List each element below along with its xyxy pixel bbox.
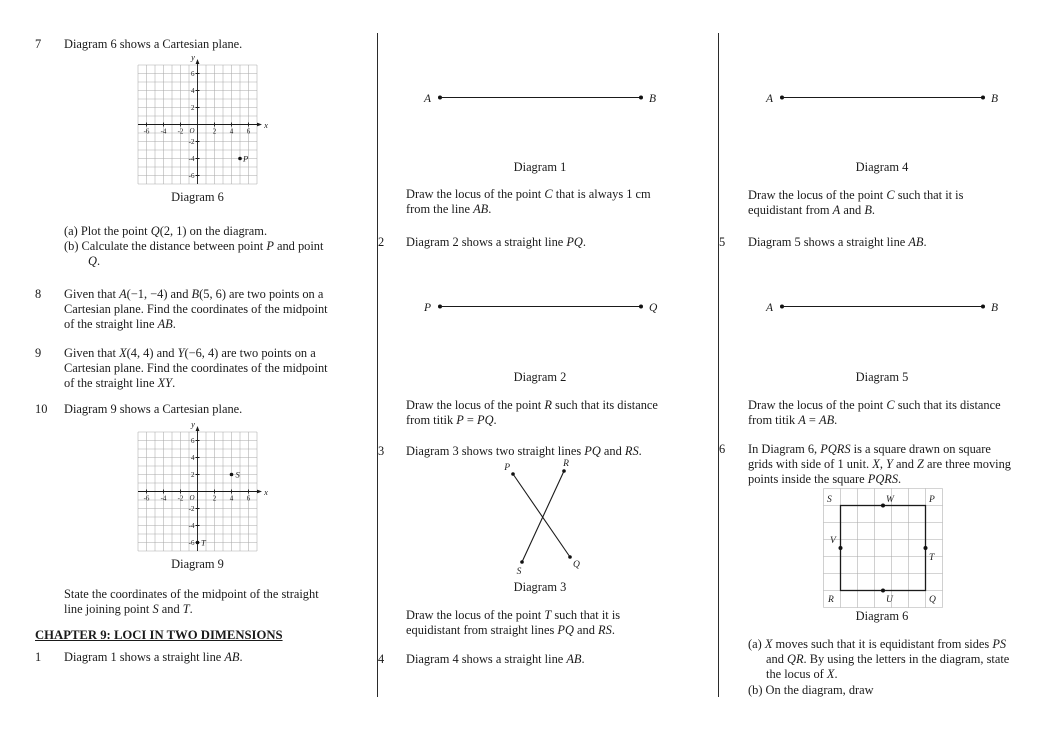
corner-Q-label: Q (929, 595, 936, 605)
question-3-task-line: Draw the locus of the point T such that it is (406, 608, 621, 622)
x-tick: -6 (143, 127, 150, 136)
point-P-dot (511, 472, 515, 476)
point-P-label: P (243, 153, 249, 164)
point-T-dot (924, 546, 928, 550)
question-6a-line: and QR. By using the letters in the diagram, state (766, 652, 1010, 666)
x-axis-arrow (257, 490, 262, 494)
corner-S-label: S (827, 495, 832, 505)
question-2-task-line: Draw the locus of the point R such that its distance (406, 398, 658, 412)
corner-R-label: R (828, 595, 834, 605)
square-PQRS (841, 506, 926, 591)
diagram-1-caption: Diagram 1 (513, 160, 567, 174)
point-Q-label: Q (573, 560, 580, 570)
question-1-number: 1 (35, 650, 42, 664)
cartesian-plane-diagram-9 (131, 418, 273, 558)
point-S-dot (520, 560, 524, 564)
question-10-line: State the coordinates of the midpoint of the straight (64, 587, 319, 601)
y-axis-label: y (191, 419, 195, 429)
question-4-task-line: Draw the locus of the point C such that it is (748, 188, 964, 202)
x-tick: 6 (246, 127, 251, 136)
question-2-prompt: Diagram 2 shows a straight line PQ. (406, 235, 586, 249)
endpoint-B-label: B (991, 93, 999, 105)
point-R-label: R (563, 459, 569, 469)
point-Q-dot (568, 555, 572, 559)
question-2-number: 2 (378, 235, 385, 249)
question-7-number: 7 (35, 37, 42, 51)
question-4-number: 4 (378, 652, 385, 666)
question-7a: (a) Plot the point Q(2, 1) on the diagram. (64, 224, 268, 238)
endpoint-B-dot (981, 96, 985, 100)
question-9-line: Given that X(4, 4) and Y(−6, 4) are two points on a (64, 346, 316, 360)
endpoint-Q-label: Q (649, 302, 658, 314)
question-3-number: 3 (378, 444, 385, 458)
endpoint-Q-dot (639, 305, 643, 309)
question-3-task-line: equidistant from straight lines PQ and RS. (406, 623, 615, 637)
y-tick: -6 (188, 172, 195, 180)
x-axis-arrow (257, 123, 262, 127)
origin-label: O (189, 494, 195, 502)
midpoint-T-label: T (929, 553, 935, 563)
x-tick: -2 (177, 494, 184, 503)
x-tick: 4 (229, 494, 234, 503)
question-2-task-line: from titik P = PQ. (406, 413, 497, 427)
cartesian-plane-diagram-6 (131, 51, 273, 191)
question-4-prompt: Diagram 4 shows a straight line AB. (406, 652, 585, 666)
y-axis-arrow (196, 426, 200, 431)
question-4-task-line: equidistant from A and B. (748, 203, 876, 217)
y-tick: 4 (191, 454, 195, 462)
midpoint-V-label: V (830, 536, 836, 546)
question-10-prompt: Diagram 9 shows a Cartesian plane. (64, 402, 243, 416)
point-T-dot (196, 541, 200, 545)
question-6-line: grids with side of 1 unit. X, Y and Z are three moving (748, 457, 1011, 471)
diagram-9-caption: Diagram 9 (171, 557, 224, 571)
y-tick: 6 (191, 70, 195, 78)
question-1-task-line: Draw the locus of the point C that is always 1 cm (406, 187, 651, 201)
question-10-line: line joining point S and T. (64, 602, 193, 616)
point-P-dot (238, 157, 242, 161)
y-tick: -4 (188, 522, 195, 530)
diagram-2-line-PQ (420, 297, 664, 315)
diagram-3-caption: Diagram 3 (513, 580, 567, 594)
question-8-line: Cartesian plane. Find the coordinates of the midpoint (64, 302, 328, 316)
point-S-label: S (516, 567, 522, 577)
line-PQ (513, 474, 570, 557)
endpoint-A-label: A (766, 93, 774, 105)
diagram-4-caption: Diagram 4 (855, 160, 909, 174)
question-1-task-line: from the line AB. (406, 202, 492, 216)
x-axis-label: x (264, 487, 268, 497)
x-tick: 2 (212, 494, 217, 503)
question-6b-line: (b) On the diagram, draw (748, 683, 874, 697)
x-axis-label: x (264, 120, 268, 130)
y-tick: 4 (191, 87, 195, 95)
question-9-number: 9 (35, 346, 42, 360)
question-8-line: Given that A(−1, −4) and B(5, 6) are two points on a (64, 287, 324, 301)
diagram-3-crossing-lines (488, 454, 600, 578)
diagram-6-square-caption: Diagram 6 (855, 609, 909, 623)
question-5-task-line: from titik A = AB. (748, 413, 838, 427)
question-6-number: 6 (719, 442, 726, 456)
endpoint-B-label: B (991, 302, 999, 314)
question-6a-line: (a) X moves such that it is equidistant from sides PS (748, 637, 1007, 651)
question-10-number: 10 (35, 402, 48, 416)
point-S-dot (230, 473, 234, 477)
y-tick: -4 (188, 155, 195, 163)
diagram-6-caption: Diagram 6 (171, 190, 224, 204)
x-tick: -2 (177, 127, 184, 136)
diagram-5-line-AB (762, 297, 1006, 315)
midpoint-W-label: W (886, 495, 894, 505)
point-W-dot (881, 504, 885, 508)
column-divider-1 (377, 33, 378, 697)
y-tick: 6 (191, 437, 195, 445)
endpoint-B-dot (981, 305, 985, 309)
x-tick: 2 (212, 127, 217, 136)
point-R-dot (562, 469, 566, 473)
line-RS (522, 471, 564, 562)
question-3-prompt: Diagram 3 shows two straight lines PQ and RS. (406, 444, 642, 458)
chapter-heading: CHAPTER 9: LOCI IN TWO DIMENSIONS (35, 628, 283, 642)
diagram-2-caption: Diagram 2 (513, 370, 567, 384)
question-1-prompt: Diagram 1 shows a straight line AB. (64, 650, 243, 664)
question-5-task-line: Draw the locus of the point C such that its distance (748, 398, 1001, 412)
x-tick: 4 (229, 127, 234, 136)
question-6-line: points inside the square PQRS. (748, 472, 902, 486)
question-6a-line: the locus of X. (766, 667, 838, 681)
endpoint-A-label: A (424, 93, 432, 105)
point-U-dot (881, 589, 885, 593)
diagram-5-caption: Diagram 5 (855, 370, 909, 384)
question-7b-continued: Q. (88, 254, 101, 268)
endpoint-B-label: B (649, 93, 657, 105)
x-tick: -6 (143, 494, 150, 503)
question-8-number: 8 (35, 287, 42, 301)
y-tick: -6 (188, 539, 195, 547)
question-7-prompt: Diagram 6 shows a Cartesian plane. (64, 37, 243, 51)
column-divider-2 (718, 33, 719, 697)
point-V-dot (839, 546, 843, 550)
origin-label: O (189, 127, 195, 135)
question-5-prompt: Diagram 5 shows a straight line AB. (748, 235, 927, 249)
point-P-label: P (504, 463, 510, 473)
point-T-label: T (201, 537, 206, 548)
x-tick: -4 (160, 494, 167, 503)
endpoint-A-label: A (766, 302, 774, 314)
question-9-line: of the straight line XY. (64, 376, 176, 390)
y-tick: 2 (191, 471, 195, 479)
diagram-1-line-AB (420, 88, 664, 106)
y-tick: -2 (188, 505, 195, 513)
point-S-label: S (235, 469, 240, 480)
endpoint-P-label: P (424, 302, 432, 314)
question-6-line: In Diagram 6, PQRS is a square drawn on square (748, 442, 991, 456)
question-9-line: Cartesian plane. Find the coordinates of the midpoint (64, 361, 328, 375)
x-tick: 6 (246, 494, 251, 503)
endpoint-B-dot (639, 96, 643, 100)
x-tick: -4 (160, 127, 167, 136)
square-grid-diagram-6 (822, 487, 946, 609)
midpoint-U-label: U (886, 595, 893, 605)
y-axis-label: y (191, 52, 195, 62)
question-8-line: of the straight line AB. (64, 317, 176, 331)
diagram-4-line-AB (762, 88, 1006, 106)
question-5-number: 5 (719, 235, 726, 249)
y-axis-arrow (196, 59, 200, 64)
question-7b: (b) Calculate the distance between point P and point (64, 239, 324, 253)
corner-P-label: P (929, 495, 935, 505)
y-tick: -2 (188, 138, 195, 146)
y-tick: 2 (191, 104, 195, 112)
